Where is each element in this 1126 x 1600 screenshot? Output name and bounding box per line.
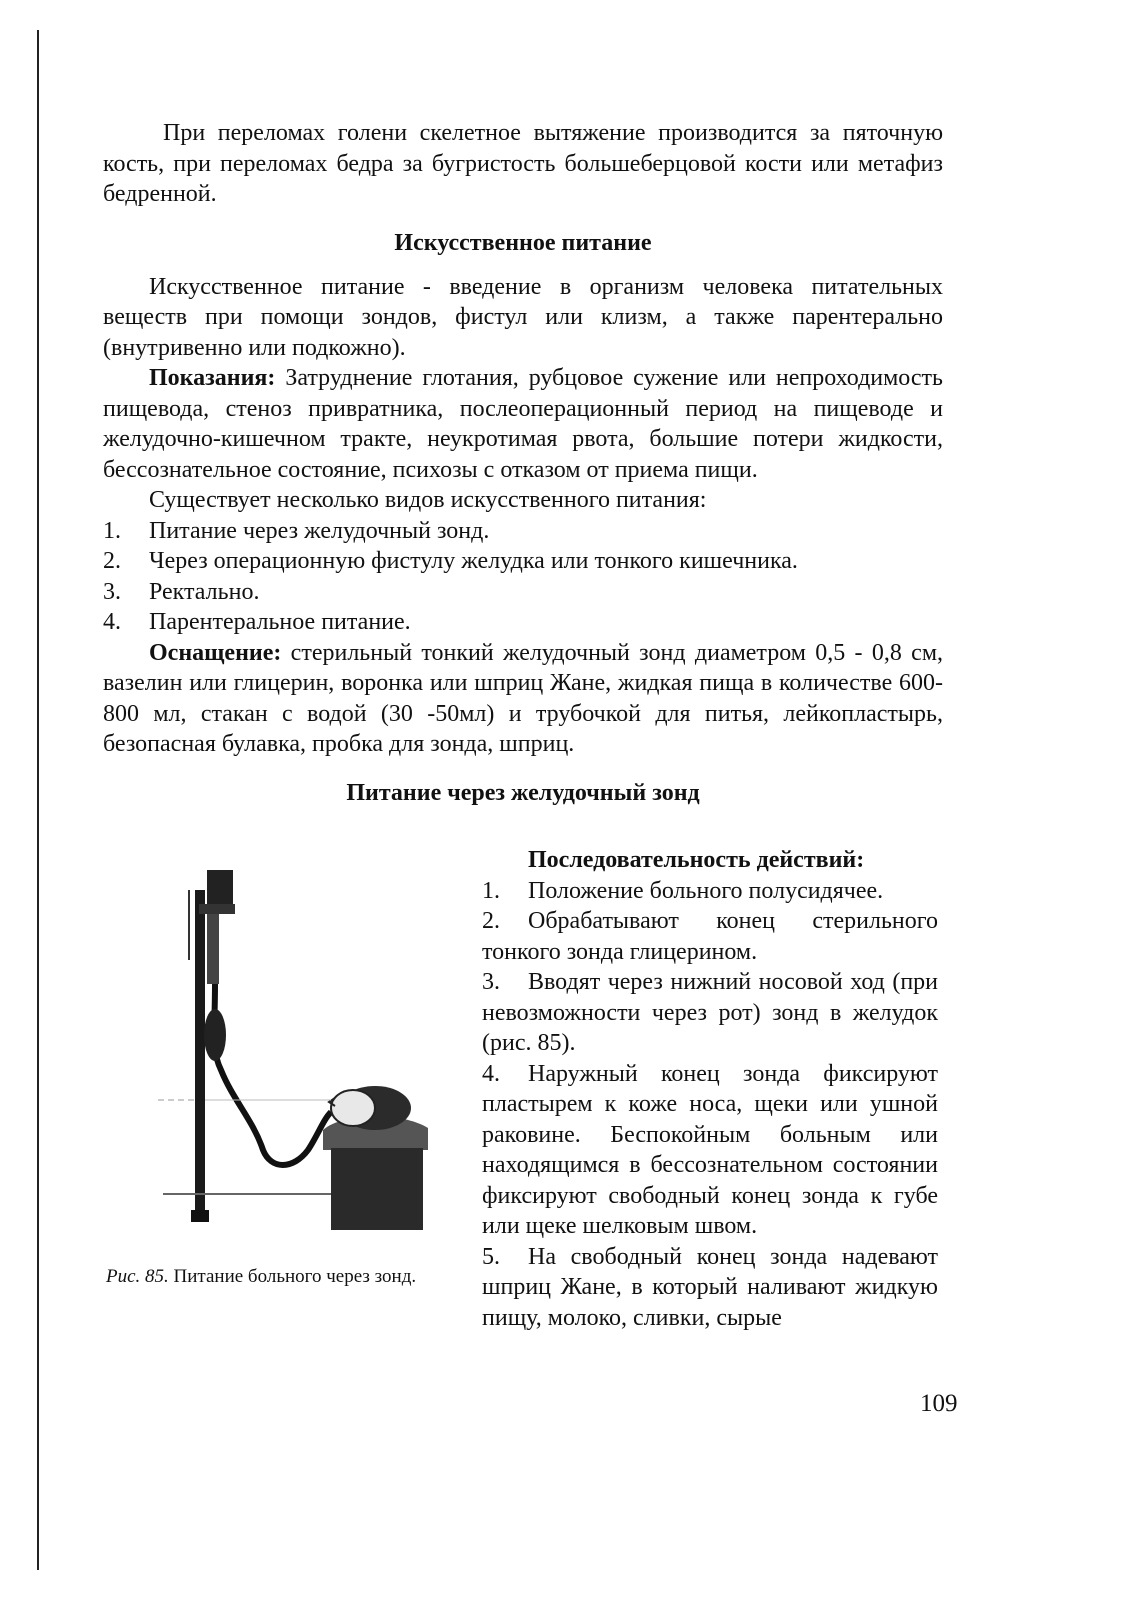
list-item: 1. Питание через желудочный зонд.	[103, 517, 490, 544]
list-item: 1. Положение больного полусидячее.	[482, 877, 884, 904]
page-number: 109	[920, 1390, 958, 1417]
indications-text: Затруднение глотания, рубцовое сужение или непроходимость пищевода, стеноз привратника, послеоперационный период на пищеводе и желудочно-кишечном тракте, неукротимая рвота, большие потери жидкости, бессознательное состояние, психозы с отказом от приема пищи.	[103, 365, 943, 483]
equipment-paragraph	[103, 638, 943, 760]
figure-caption-prefix: Рис. 85.	[106, 1266, 169, 1287]
figure-caption	[106, 1266, 416, 1288]
indications-label: Показания:	[149, 365, 276, 391]
figure-tube-feeding-illustration	[103, 850, 463, 1235]
figure-caption-text: Питание больного через зонд.	[168, 1266, 417, 1287]
patient-tube-feeding-drawing	[103, 850, 463, 1230]
step-item: 4. Наружный конец зонда фиксируют пластырем к коже носа, щеки или ушной раковине. Беспокойным больным или находящимся в бессознательном состоянии фиксируют свободный конец зонда к губе или щеке шелковым швом.	[482, 1060, 938, 1239]
binding-edge-line	[37, 30, 39, 1570]
section-title-tube-feeding: Питание через желудочный зонд	[346, 779, 700, 806]
feeding-types-list	[103, 516, 943, 638]
steps-title: Последовательность действий:	[528, 847, 865, 873]
list-item: 2. Через операционную фистулу желудка или тонкого кишечника.	[103, 548, 798, 574]
definition-paragraph: Искусственное питание - введение в организм человека питательных веществ при помощи зондов, фистул или клизм, а также парентерально (внутривенно или подкожно).	[103, 273, 943, 361]
step-item: 3. Вводят через нижний носовой ход (при невозможности через рот) зонд в желудок (рис. 85).	[482, 969, 938, 1056]
step-item: 5. На свободный конец зонда надевают шприц Жане, в который наливают жидкую пищу, молоко, сливки, сырые	[482, 1243, 938, 1331]
list-item: 3. Ректально.	[103, 578, 260, 605]
indications-paragraph	[103, 363, 943, 485]
steps-list	[482, 876, 938, 907]
section-title-artificial-feeding: Искусственное питание	[394, 229, 652, 256]
list-item: 4. Парентеральное питание.	[103, 609, 411, 635]
main-text-block	[103, 118, 943, 808]
types-intro: Существует несколько видов искусственного питания:	[149, 487, 707, 513]
procedure-steps-column	[482, 845, 938, 1333]
equipment-text: стерильный тонкий желудочный зонд диаметром 0,5 - 0,8 см, вазелин или глицерин, воронка или шприц Жане, жидкая пища в количестве 600-800 мл, стакан с водой (30 -50мл) и трубочкой для питья, лейкопластырь, безопасная булавка, пробка для зонда, шприц.	[103, 639, 943, 757]
equipment-label: Оснащение:	[149, 639, 282, 666]
intro-paragraph: При переломах голени скелетное вытяжение производится за пяточную кость, при переломах бедра за бугристость большеберцовой кости или метафиз бедренной.	[103, 120, 943, 207]
step-item: 2. Обрабатывают конец стерильного тонкого зонда глицерином.	[482, 908, 938, 965]
